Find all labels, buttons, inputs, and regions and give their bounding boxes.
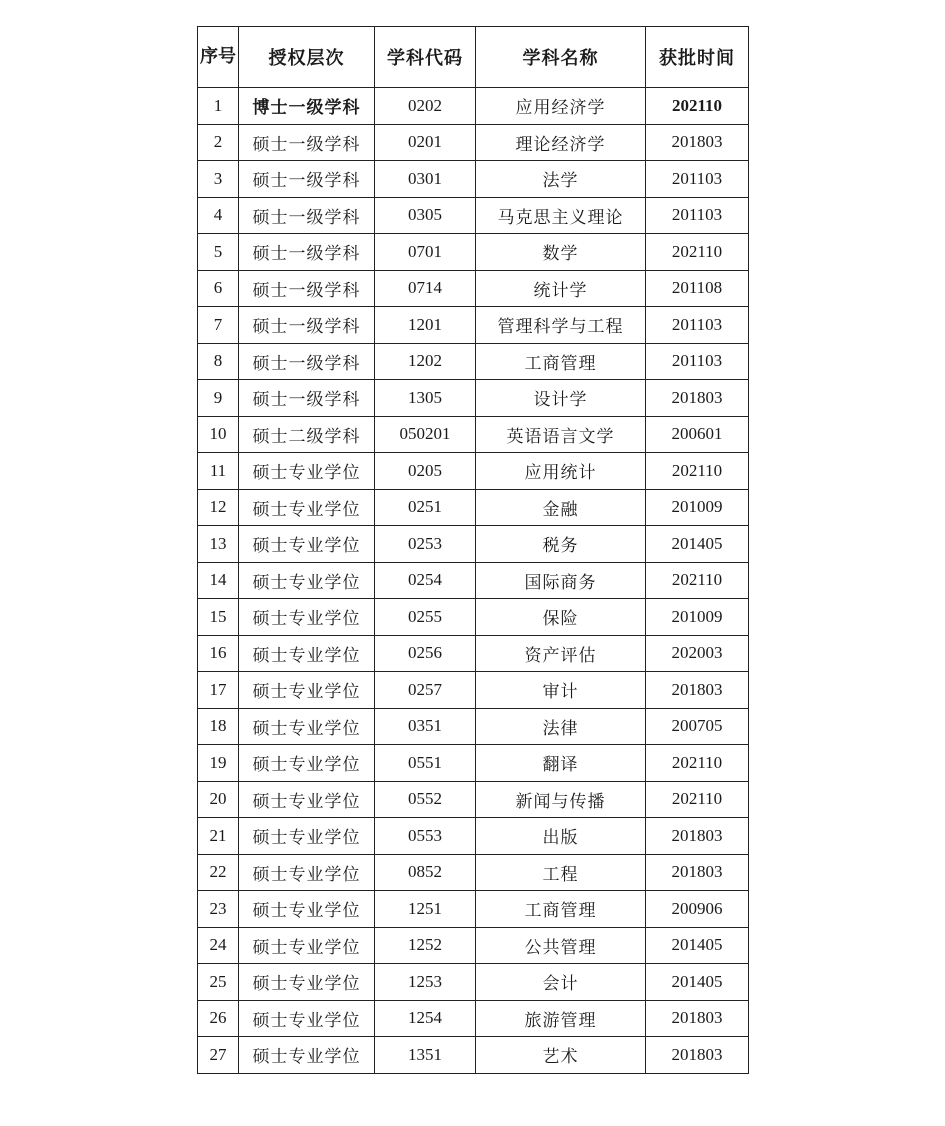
table-row [198,88,749,125]
cell-seq: 7 [198,307,239,344]
cell-code: 0351 [375,708,476,745]
cell-level: 硕士专业学位 [239,818,375,855]
cell-date: 201405 [646,526,749,563]
cell-date: 201103 [646,197,749,234]
cell-seq: 3 [198,161,239,198]
cell-seq: 9 [198,380,239,417]
cell-level: 硕士专业学位 [239,927,375,964]
cell-code: 0553 [375,818,476,855]
table-row [198,599,749,636]
table-row [198,1037,749,1074]
cell-name: 金融 [476,489,646,526]
cell-date: 201803 [646,380,749,417]
table-row [198,964,749,1001]
table-row [198,818,749,855]
table-row [198,197,749,234]
cell-name: 国际商务 [476,562,646,599]
cell-seq: 10 [198,416,239,453]
discipline-table [197,26,749,1074]
table-row [198,927,749,964]
cell-name: 艺术 [476,1037,646,1074]
cell-level: 硕士专业学位 [239,526,375,563]
cell-code: 0701 [375,234,476,271]
table-row [198,526,749,563]
table-row [198,453,749,490]
cell-seq: 17 [198,672,239,709]
table-row [198,161,749,198]
cell-date: 201803 [646,818,749,855]
cell-date: 201803 [646,854,749,891]
cell-code: 0552 [375,781,476,818]
cell-code: 0256 [375,635,476,672]
cell-level: 硕士专业学位 [239,562,375,599]
cell-level: 硕士专业学位 [239,745,375,782]
cell-date: 200705 [646,708,749,745]
cell-seq: 26 [198,1000,239,1037]
header-seq: 序号 [198,27,239,88]
cell-name: 设计学 [476,380,646,417]
cell-name: 管理科学与工程 [476,307,646,344]
cell-date: 202110 [646,562,749,599]
cell-seq: 22 [198,854,239,891]
cell-level: 硕士专业学位 [239,1000,375,1037]
cell-code: 050201 [375,416,476,453]
cell-seq: 12 [198,489,239,526]
cell-date: 201103 [646,307,749,344]
cell-name: 新闻与传播 [476,781,646,818]
cell-name: 税务 [476,526,646,563]
table-row [198,343,749,380]
cell-code: 0201 [375,124,476,161]
cell-seq: 23 [198,891,239,928]
cell-level: 硕士专业学位 [239,635,375,672]
cell-name: 英语语言文学 [476,416,646,453]
cell-date: 202110 [646,234,749,271]
cell-date: 202003 [646,635,749,672]
cell-code: 1202 [375,343,476,380]
cell-level: 硕士一级学科 [239,270,375,307]
cell-level: 硕士二级学科 [239,416,375,453]
cell-level: 硕士一级学科 [239,307,375,344]
cell-date: 201803 [646,1037,749,1074]
cell-name: 马克思主义理论 [476,197,646,234]
cell-name: 出版 [476,818,646,855]
table-row [198,672,749,709]
cell-level: 硕士一级学科 [239,234,375,271]
cell-name: 法学 [476,161,646,198]
cell-level: 硕士专业学位 [239,489,375,526]
cell-name: 审计 [476,672,646,709]
cell-seq: 15 [198,599,239,636]
table-row [198,562,749,599]
table-row [198,416,749,453]
cell-date: 200601 [646,416,749,453]
cell-date: 202110 [646,745,749,782]
cell-code: 1252 [375,927,476,964]
cell-seq: 6 [198,270,239,307]
table-row [198,489,749,526]
cell-code: 0301 [375,161,476,198]
table-row [198,1000,749,1037]
cell-code: 0251 [375,489,476,526]
cell-name: 工程 [476,854,646,891]
cell-seq: 4 [198,197,239,234]
cell-date: 202110 [646,88,749,125]
table-row [198,270,749,307]
cell-level: 硕士一级学科 [239,380,375,417]
cell-date: 201803 [646,124,749,161]
cell-name: 应用经济学 [476,88,646,125]
header-level: 授权层次 [239,27,375,88]
cell-name: 公共管理 [476,927,646,964]
cell-level: 硕士专业学位 [239,453,375,490]
cell-code: 1251 [375,891,476,928]
header-code: 学科代码 [375,27,476,88]
cell-code: 0714 [375,270,476,307]
cell-name: 应用统计 [476,453,646,490]
header-row [198,27,749,88]
cell-date: 200906 [646,891,749,928]
table-row [198,380,749,417]
cell-level: 硕士一级学科 [239,197,375,234]
cell-seq: 27 [198,1037,239,1074]
cell-date: 201405 [646,964,749,1001]
cell-name: 保险 [476,599,646,636]
cell-seq: 18 [198,708,239,745]
cell-code: 0202 [375,88,476,125]
cell-code: 1305 [375,380,476,417]
table-row [198,234,749,271]
table-body [198,88,749,1074]
cell-date: 201803 [646,1000,749,1037]
cell-seq: 5 [198,234,239,271]
cell-seq: 8 [198,343,239,380]
cell-date: 201009 [646,489,749,526]
header-name: 学科名称 [476,27,646,88]
cell-level: 硕士一级学科 [239,124,375,161]
table-row [198,708,749,745]
cell-level: 硕士专业学位 [239,854,375,891]
table-row [198,745,749,782]
cell-code: 1254 [375,1000,476,1037]
cell-code: 0551 [375,745,476,782]
table-header [198,27,749,88]
cell-name: 旅游管理 [476,1000,646,1037]
cell-code: 0305 [375,197,476,234]
cell-date: 201103 [646,343,749,380]
cell-name: 法律 [476,708,646,745]
cell-level: 硕士专业学位 [239,1037,375,1074]
cell-seq: 13 [198,526,239,563]
cell-code: 0253 [375,526,476,563]
cell-code: 0254 [375,562,476,599]
cell-seq: 24 [198,927,239,964]
table-row [198,307,749,344]
cell-seq: 11 [198,453,239,490]
cell-level: 硕士专业学位 [239,964,375,1001]
cell-date: 201103 [646,161,749,198]
table-row [198,124,749,161]
cell-code: 1351 [375,1037,476,1074]
cell-code: 1201 [375,307,476,344]
table-row [198,854,749,891]
cell-level: 硕士专业学位 [239,781,375,818]
cell-name: 工商管理 [476,891,646,928]
cell-name: 工商管理 [476,343,646,380]
cell-level: 博士一级学科 [239,88,375,125]
cell-seq: 20 [198,781,239,818]
cell-code: 0255 [375,599,476,636]
cell-date: 201405 [646,927,749,964]
cell-name: 资产评估 [476,635,646,672]
cell-level: 硕士专业学位 [239,599,375,636]
cell-code: 0257 [375,672,476,709]
table-row [198,891,749,928]
cell-seq: 21 [198,818,239,855]
cell-level: 硕士一级学科 [239,161,375,198]
cell-name: 统计学 [476,270,646,307]
cell-code: 0852 [375,854,476,891]
cell-seq: 16 [198,635,239,672]
cell-seq: 25 [198,964,239,1001]
header-date: 获批时间 [646,27,749,88]
cell-level: 硕士一级学科 [239,343,375,380]
cell-code: 0205 [375,453,476,490]
cell-seq: 14 [198,562,239,599]
table-row [198,781,749,818]
cell-date: 201009 [646,599,749,636]
cell-date: 201803 [646,672,749,709]
cell-name: 翻译 [476,745,646,782]
cell-level: 硕士专业学位 [239,708,375,745]
cell-level: 硕士专业学位 [239,672,375,709]
cell-name: 数学 [476,234,646,271]
cell-seq: 1 [198,88,239,125]
cell-level: 硕士专业学位 [239,891,375,928]
cell-code: 1253 [375,964,476,1001]
cell-date: 202110 [646,453,749,490]
cell-name: 会计 [476,964,646,1001]
cell-date: 201108 [646,270,749,307]
cell-name: 理论经济学 [476,124,646,161]
table-row [198,635,749,672]
cell-seq: 2 [198,124,239,161]
cell-date: 202110 [646,781,749,818]
cell-seq: 19 [198,745,239,782]
